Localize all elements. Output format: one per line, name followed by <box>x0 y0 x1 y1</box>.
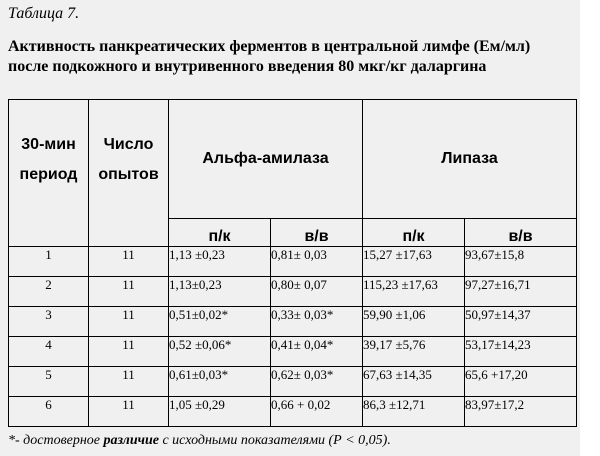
cell-period: 6 <box>9 397 89 427</box>
cell-amylase-vv: 0,33± 0,03* <box>271 307 363 337</box>
cell-lipase-vv: 83,97±17,2 <box>465 397 577 427</box>
cell-period: 1 <box>9 247 89 277</box>
page-right-margin <box>580 0 600 456</box>
cell-amylase-vv: 0,41± 0,04* <box>271 337 363 367</box>
header-experiments <box>89 100 169 247</box>
cell-count: 11 <box>89 277 169 307</box>
footnote-emphasis: различие <box>103 433 159 448</box>
cell-count: 11 <box>89 337 169 367</box>
header-period-line-2: период <box>19 166 78 183</box>
header-lipase-subcutaneous: п/к <box>363 219 465 247</box>
header-period-line-1: 30-мин <box>21 136 76 153</box>
footnote-part-2: с исходными показателями (Р < 0,05). <box>158 433 391 448</box>
header-lipase: Липаза <box>363 100 577 219</box>
header-amylase-subcutaneous: п/к <box>169 219 271 247</box>
enzyme-activity-table <box>8 99 577 427</box>
table-title <box>8 37 530 77</box>
header-lipase-intravenous: в/в <box>465 219 577 247</box>
table-row <box>9 337 577 367</box>
cell-amylase-vv: 0,80± 0,07 <box>271 277 363 307</box>
cell-lipase-pk: 115,23 ±17,63 <box>363 277 465 307</box>
table-title-line-2: после подкожного и внутривенного введения 80 мкг/кг даларгина <box>8 58 487 75</box>
cell-lipase-vv: 50,97±14,37 <box>465 307 577 337</box>
cell-count: 11 <box>89 307 169 337</box>
cell-amylase-pk: 1,05 ±0,29 <box>169 397 271 427</box>
cell-lipase-vv: 97,27±16,71 <box>465 277 577 307</box>
cell-amylase-pk: 1,13 ±0,23 <box>169 247 271 277</box>
cell-amylase-vv: 0,62± 0,03* <box>271 367 363 397</box>
cell-amylase-pk: 0,51±0,02* <box>169 307 271 337</box>
header-experiments-line-1: Число <box>103 136 154 153</box>
cell-lipase-pk: 15,27 ±17,63 <box>363 247 465 277</box>
cell-period: 4 <box>9 337 89 367</box>
cell-lipase-pk: 86,3 ±12,71 <box>363 397 465 427</box>
header-amylase: Альфа-амилаза <box>169 100 363 219</box>
table-row <box>9 247 577 277</box>
cell-period: 2 <box>9 277 89 307</box>
cell-count: 11 <box>89 397 169 427</box>
cell-lipase-vv: 65,6 +17,20 <box>465 367 577 397</box>
footnote <box>8 432 391 450</box>
header-row-groups <box>9 100 577 219</box>
cell-lipase-pk: 67,63 ±14,35 <box>363 367 465 397</box>
header-period <box>9 100 89 247</box>
cell-count: 11 <box>89 367 169 397</box>
cell-amylase-pk: 1,13±0,23 <box>169 277 271 307</box>
cell-lipase-vv: 53,17±14,23 <box>465 337 577 367</box>
cell-lipase-pk: 39,17 ±5,76 <box>363 337 465 367</box>
cell-amylase-pk: 0,61±0,03* <box>169 367 271 397</box>
header-amylase-intravenous: в/в <box>271 219 363 247</box>
cell-period: 3 <box>9 307 89 337</box>
cell-amylase-pk: 0,52 ±0,06* <box>169 337 271 367</box>
table-caption: Таблица 7. <box>8 5 80 22</box>
table-row <box>9 277 577 307</box>
cell-amylase-vv: 0,81± 0,03 <box>271 247 363 277</box>
cell-lipase-pk: 59,90 ±1,06 <box>363 307 465 337</box>
table-row <box>9 367 577 397</box>
table-title-line-1: Активность панкреатических ферментов в центральной лимфе (Ем/мл) <box>8 38 531 55</box>
table-row <box>9 397 577 427</box>
table-row <box>9 307 577 337</box>
cell-amylase-vv: 0,66 + 0,02 <box>271 397 363 427</box>
footnote-part-1: *- достоверное <box>8 433 104 448</box>
cell-count: 11 <box>89 247 169 277</box>
cell-period: 5 <box>9 367 89 397</box>
header-experiments-line-2: опытов <box>98 166 159 183</box>
cell-lipase-vv: 93,67±15,8 <box>465 247 577 277</box>
